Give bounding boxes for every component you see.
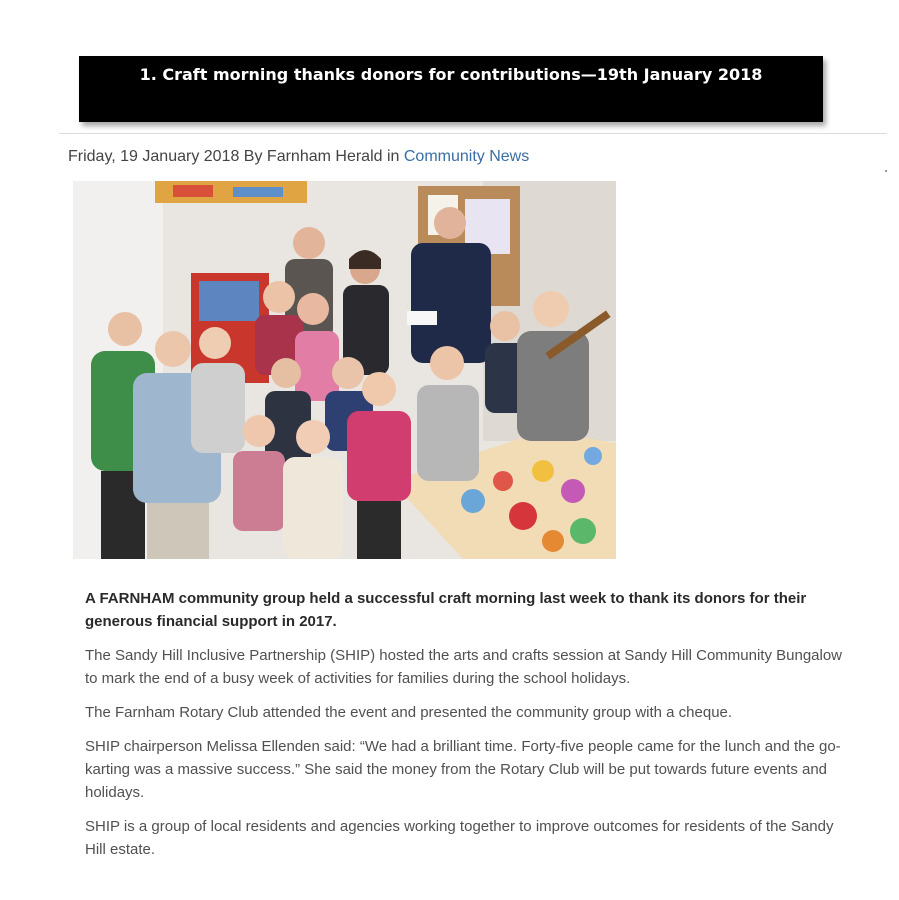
headline-banner bbox=[79, 56, 823, 122]
article-paragraph: SHIP chairperson Melissa Ellenden said: “We had a brilliant time. Forty-five people came for the lunch and the go-karting was a massive success.” She said the money from the Rotary Club will be put towards future events and holidays. bbox=[85, 738, 841, 801]
article-body bbox=[85, 587, 845, 872]
group-photo-illustration bbox=[73, 181, 616, 559]
byline-text: Friday, 19 January 2018 By Farnham Herald in bbox=[68, 148, 404, 165]
article-paragraph: The Sandy Hill Inclusive Partnership (SHIP) hosted the arts and crafts session at Sandy Hill Community Bungalow to mark the end of a busy week of activities for families during the school holidays. bbox=[85, 647, 843, 687]
article-lead: A FARNHAM community group held a successful craft morning last week to thank its donors for their generous financial support in 2017. bbox=[85, 590, 807, 630]
divider bbox=[59, 133, 887, 134]
category-link[interactable]: Community News bbox=[403, 148, 530, 165]
article-paragraph: The Farnham Rotary Club attended the event and presented the community group with a cheque. bbox=[85, 704, 733, 721]
article-paragraph: SHIP is a group of local residents and agencies working together to improve outcomes for residents of the Sandy Hill estate. bbox=[85, 818, 834, 858]
decorative-dot bbox=[885, 170, 887, 172]
headline-title: 1. Craft morning thanks donors for contributions—19th January 2018 bbox=[139, 65, 763, 84]
article-photo bbox=[73, 181, 616, 559]
article-byline bbox=[68, 148, 529, 166]
